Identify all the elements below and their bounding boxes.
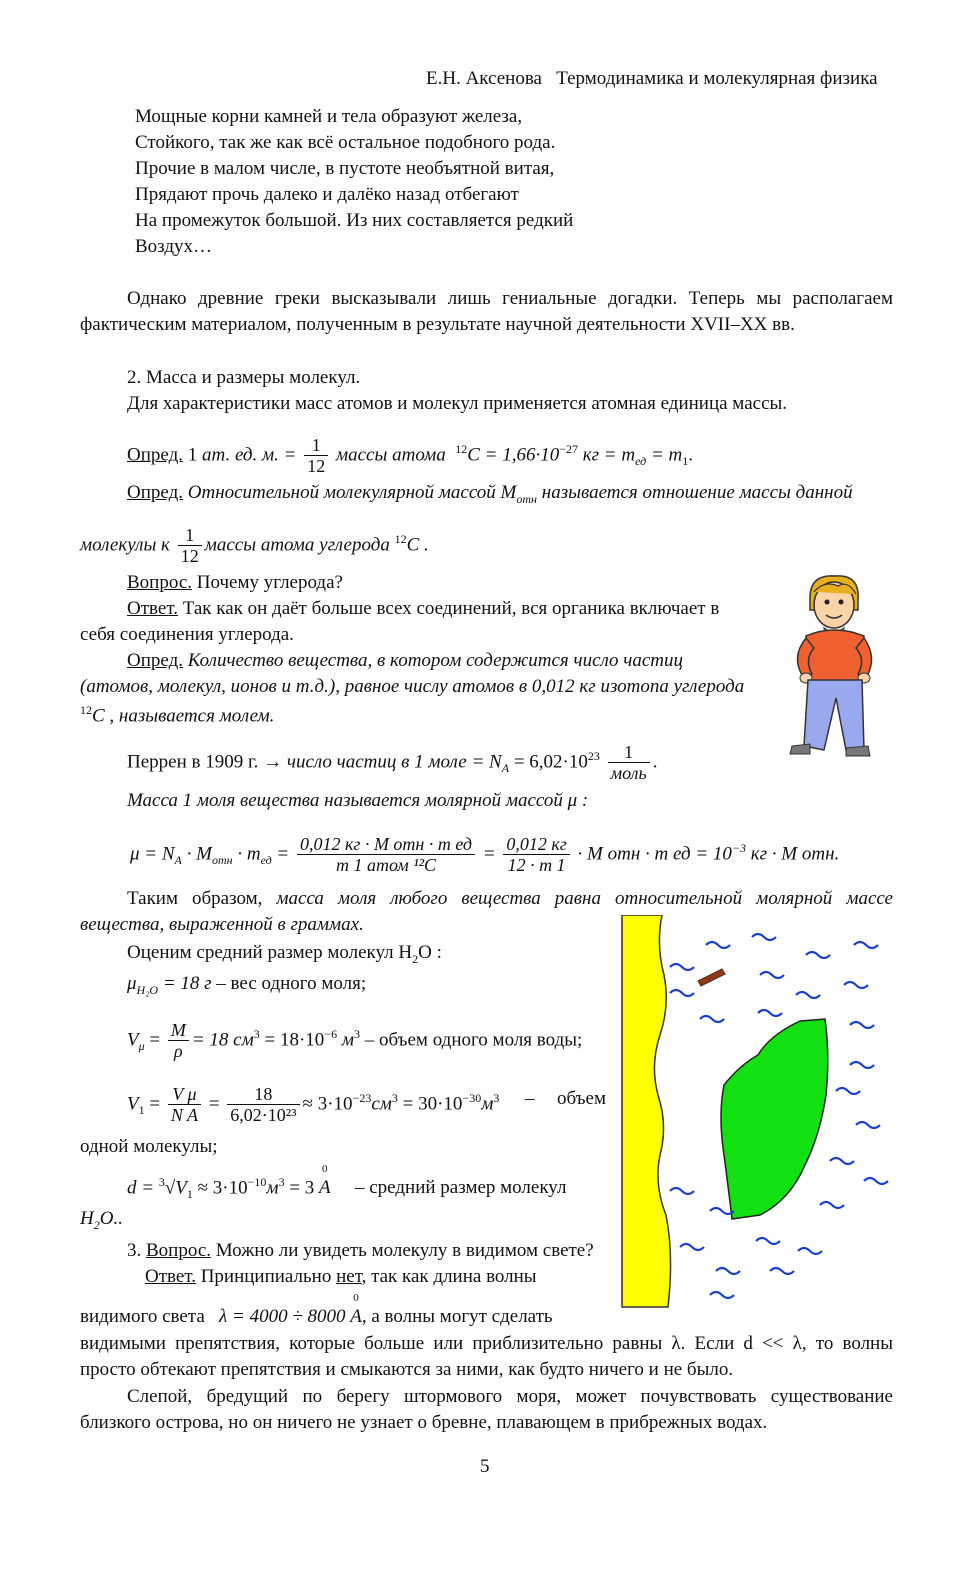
mu-mid2: · m	[232, 843, 261, 865]
h2o-h: H	[80, 1208, 94, 1229]
estimate-end: O :	[418, 942, 442, 963]
section-3-line-2: видимыми препятствия, которые больше или приблизительно равны λ. Если d << λ, то волны	[80, 1333, 893, 1354]
v1-val3: = 30·10	[397, 1093, 463, 1115]
angstrom	[350, 1292, 362, 1328]
wave-icon	[760, 972, 784, 978]
def1-formula: C = 1,66·10	[467, 444, 560, 466]
v1-fraction-2	[227, 1084, 299, 1126]
question-label: Вопрос.	[127, 572, 192, 593]
def3-sup: 12	[80, 703, 92, 717]
definition-relative-mass	[127, 482, 893, 507]
page-header	[426, 68, 878, 90]
v1-exp3: −30	[462, 1091, 482, 1105]
perrin-text: Перрен в 1909 г. →	[127, 751, 283, 773]
answer-label: Ответ.	[127, 598, 178, 619]
wave-icon	[796, 992, 820, 998]
fraction-per-mole	[608, 742, 650, 784]
v1-exp4: 3	[493, 1091, 500, 1105]
frac-num: 1	[608, 742, 650, 764]
perrin-sub: A	[501, 761, 510, 776]
wave-icon	[836, 1088, 860, 1094]
poem-line: Воздух…	[135, 236, 213, 257]
wave-icon	[670, 1188, 694, 1194]
boy-illustration	[780, 570, 890, 760]
header-author: Е.Н. Аксенова	[426, 68, 542, 89]
blind-line-2: близкого острова, но он ничего не узнает о бревне, плавающем в прибрежных водах.	[80, 1412, 768, 1433]
perrin-formula: число частиц в 1 моле = N	[286, 751, 502, 773]
wave-icon	[758, 1010, 782, 1016]
wave-icon	[820, 1202, 844, 1208]
frac-num: M	[168, 1020, 189, 1042]
h2o-end: O..	[99, 1208, 123, 1229]
def1-text: ат. ед. м. =	[202, 444, 297, 466]
thus-line-1	[127, 888, 893, 910]
perrin-exp: 23	[587, 749, 600, 763]
angstrom-zero: 0	[353, 1292, 359, 1304]
page-number: 5	[480, 1456, 490, 1477]
def2-line2: молекулы к	[80, 534, 170, 556]
v1-exp2: 3	[391, 1091, 398, 1105]
header-title: Термодинамика и молекулярная физика	[556, 68, 878, 89]
definition-relative-mass-line2	[80, 514, 429, 570]
molar-mass-formula: $\mu = N_A \cdot M_{отн} \cdot m_{ед}$ = $\frac{\text{0,012 кг · M отн · m ед}}{\text{m 1 атом ¹²C}}$ = $\frac{0,012 кг}{12 \cdot m 1}$ · M отн · m ед = $10^{-3}$ кг · M отн.	[130, 833, 840, 876]
def1-end: .	[688, 444, 693, 466]
thus-line-2: вещества, выраженной в граммах.	[80, 914, 364, 935]
mu-exp: −3	[731, 841, 746, 855]
frac-num: 18	[227, 1084, 299, 1106]
estimate-text: Оценим средний размер молекул H	[127, 942, 413, 963]
mu-tail: · M отн · m ед = 10	[577, 843, 732, 865]
h2o-sub: 2	[93, 1217, 100, 1232]
vmu-exp: 3	[253, 1027, 260, 1041]
mu-sub: A	[174, 853, 182, 868]
d-exp2: 3	[278, 1175, 285, 1189]
wave-icon	[844, 982, 868, 988]
boy-icon	[790, 576, 872, 756]
def3-line-2: (атомов, молекул, ионов и т.д.), равное числу атомов в 0,012 кг изотопа углерода	[80, 676, 745, 697]
estimate-sub: 2	[412, 951, 419, 966]
vmu-val3: м	[337, 1029, 354, 1051]
frac-den: 12	[307, 456, 326, 477]
def1-sub: ед	[635, 454, 647, 469]
wave-icon	[700, 1016, 724, 1022]
v1-sub: 1	[138, 1103, 145, 1118]
question-label: Вопрос.	[146, 1240, 211, 1261]
mu-fraction-2	[503, 834, 569, 876]
perrin-line	[127, 731, 657, 793]
vmu-fraction	[168, 1020, 189, 1062]
frac-den: 6,02·10²³	[230, 1105, 297, 1126]
shore-island-illustration	[620, 915, 895, 1310]
vmu-val2: = 18·10	[259, 1029, 325, 1051]
mu-sub-ed: ед	[260, 853, 272, 868]
def1-mass-atom: массы атома	[335, 444, 446, 466]
answer-text-b: , так как длина волны	[361, 1266, 537, 1287]
frac-num: 0,012 кг	[503, 834, 569, 856]
wave-icon	[854, 942, 878, 948]
shore-shape	[622, 915, 671, 1307]
section-2-heading: 2. Масса и размеры молекул.	[127, 367, 361, 388]
intro-line-1: Однако древние греки высказывали лишь гениальные догадки. Теперь мы располагаем	[127, 288, 893, 309]
thus-italic: масса моля любого вещества равна относительной молярной массе	[262, 888, 893, 909]
poem-line: Прядают прочь далеко и далёко назад отбегают	[135, 184, 519, 205]
wave-icon	[756, 1238, 780, 1244]
wave-icon	[680, 1244, 704, 1250]
frac-num: 0,012 кг · M отн · m ед	[297, 834, 475, 856]
frac-den: ρ	[174, 1041, 183, 1062]
question-text: Почему углерода?	[192, 572, 343, 593]
d-root-index: 3	[158, 1175, 165, 1189]
mu-h2o: μ	[127, 973, 137, 994]
wave-icon	[716, 1268, 740, 1274]
v1-lhs: V	[127, 1093, 139, 1115]
def2-c: C .	[406, 534, 429, 556]
section-3-answer	[145, 1266, 537, 1288]
wave-icon	[850, 1022, 874, 1028]
d-val2: м	[266, 1177, 279, 1199]
section-3-question	[127, 1240, 594, 1262]
answer-net: нет	[336, 1266, 362, 1287]
wave-icon	[770, 1268, 794, 1274]
frac-num: 1	[304, 435, 328, 457]
mu-h2o-line	[127, 973, 366, 998]
mu-h2o-text: – вес одного моля;	[211, 973, 367, 994]
vis-text: видимого света	[80, 1306, 205, 1327]
angstrom	[319, 1163, 331, 1199]
definition-mole	[127, 650, 683, 672]
d-line	[127, 1163, 331, 1202]
log-icon	[698, 969, 725, 986]
mu-fraction-1	[297, 834, 475, 876]
section-3-num: 3.	[127, 1240, 146, 1261]
answer-carbon	[127, 598, 719, 620]
fraction-1-12	[304, 435, 328, 477]
def3-line-3	[80, 703, 274, 727]
wave-icon	[830, 1158, 854, 1164]
d-val: ≈ 3·10	[192, 1177, 248, 1199]
d-lhs: d =	[127, 1177, 159, 1199]
vis-text-b: , а волны могут сделать	[361, 1306, 553, 1327]
question-text: Можно ли увидеть молекулу в видимом свете?	[211, 1240, 594, 1261]
mu-eq: =	[271, 843, 290, 865]
estimate-line	[127, 942, 442, 967]
d-val3: = 3	[284, 1177, 315, 1199]
def1-tail2: = m	[646, 444, 683, 466]
def1-tail: кг = m	[582, 444, 636, 466]
intro-line-2: фактическим материалом, полученным в результате научной деятельности XVII–XX вв.	[80, 314, 795, 335]
v1-val4: м	[481, 1093, 494, 1115]
d-line-2	[80, 1208, 123, 1233]
def3-text: Количество вещества, в котором содержится число частиц	[183, 650, 683, 671]
v1-line-2: одной молекулы;	[80, 1136, 218, 1157]
angstrom-a: A	[319, 1177, 331, 1199]
wave-icon	[710, 1292, 734, 1298]
section-2-sentence: Для характеристики масс атомов и молекул применяется атомная единица массы.	[127, 393, 788, 414]
d-root: √V	[164, 1177, 187, 1199]
mu-lhs: μ = N	[130, 843, 175, 865]
molar-mass-def: Масса 1 моля вещества называется молярной массой μ :	[127, 790, 589, 811]
v1-volume-word: объем	[557, 1088, 606, 1109]
poem-line: Стойкого, так же как всё остальное подобного рода.	[135, 132, 556, 153]
vmu-lhs: V	[127, 1029, 139, 1051]
vmu-exp3: 3	[353, 1027, 360, 1041]
vmu-sub: μ	[138, 1039, 145, 1054]
d-root-sub: 1	[186, 1187, 193, 1202]
poem-line: На промежуток большой. Из них составляется редкий	[135, 210, 574, 231]
d-text: – средний размер молекул	[355, 1177, 567, 1198]
visible-light-line	[80, 1292, 553, 1328]
def1-sub1: 1	[682, 454, 689, 469]
wave-icon	[806, 952, 830, 958]
v1-val2: см	[371, 1093, 392, 1115]
frac-den: 12	[180, 546, 199, 567]
vmu-exp2: −6	[324, 1027, 338, 1041]
def1-one: 1	[187, 444, 198, 466]
def3-text3: C , называется молем.	[92, 705, 275, 727]
wave-icon	[752, 934, 776, 940]
v1-fraction-1	[168, 1084, 201, 1126]
def-label: Опред.	[127, 650, 183, 671]
section-3-line-3: просто обтекают препятствия и смыкаются за ними, как будто ничего и не было.	[80, 1359, 734, 1380]
def2-text-end: называется отношение массы данной	[537, 482, 853, 503]
wave-icon	[856, 1122, 880, 1128]
wave-icon	[670, 990, 694, 996]
v1-val: ≈ 3·10	[302, 1093, 353, 1115]
vis-formula: λ = 4000 ÷ 8000	[219, 1306, 346, 1327]
perrin-end: .	[652, 751, 658, 773]
frac-num: V μ	[168, 1084, 201, 1106]
definition-amu	[127, 424, 693, 486]
wave-icon	[864, 1178, 888, 1184]
answer-text: Принципиально	[195, 1266, 337, 1287]
frac-den: моль	[610, 763, 647, 784]
def1-exp: −27	[559, 442, 578, 456]
frac-den: m 1 атом ¹²C	[335, 855, 437, 876]
d-exp: −10	[247, 1175, 267, 1189]
mu-h2o-val: = 18 г	[158, 973, 212, 994]
def2-sup: 12	[394, 532, 407, 546]
fraction-1-12	[178, 525, 202, 567]
frac-den: N A	[170, 1105, 199, 1126]
v1-dash: –	[525, 1088, 535, 1109]
vmu-val: = 18 см	[191, 1029, 254, 1051]
perrin-value: = 6,02·10	[509, 751, 588, 773]
def1-sup: 12	[455, 442, 468, 456]
def-label: Опред.	[127, 482, 183, 503]
v1-exp: −23	[352, 1091, 372, 1105]
answer-text: Так как он даёт больше всех соединений, вся органика включает в	[177, 598, 720, 619]
blind-line-1: Слепой, бредущий по берегу штормового моря, может почувствовать существование	[127, 1386, 893, 1407]
question-carbon	[127, 572, 343, 594]
angstrom-zero: 0	[322, 1163, 328, 1176]
answer-label: Ответ.	[145, 1266, 196, 1287]
mu-sub-otn: отн	[211, 853, 233, 868]
frac-den: 12 · m 1	[507, 855, 566, 876]
wave-icon	[670, 964, 694, 970]
answer-line-2: себя соединения углерода.	[80, 624, 294, 645]
def-label: Опред.	[127, 444, 183, 466]
v1-line: $V_1$ = $\frac{\text{V μ}}{\text{N A}}$ = $\frac{18}{\text{6,02·10²³}}$ ≈ $3\cdot 10^{-23}см^3 = 30\cdot 10^{-30}м^3$	[127, 1083, 500, 1126]
frac-num: 1	[178, 525, 202, 547]
angstrom-a: A	[350, 1306, 362, 1327]
mu-tail2: кг · M отн.	[746, 843, 840, 865]
def2-line2b: массы атома углерода	[204, 534, 390, 556]
vmu-text: – объем одного моля воды;	[359, 1029, 583, 1051]
wave-icon	[798, 1248, 822, 1254]
mu-mid: · M	[181, 843, 212, 865]
poem-line: Прочие в малом числе, в пустоте необъятной витая,	[135, 158, 555, 179]
def2-sub: отн	[516, 491, 538, 506]
thus-text: Таким образом,	[127, 888, 263, 909]
mu-h2o-sub: H₂O	[136, 982, 159, 997]
def2-text: Относительной молекулярной массой M	[187, 482, 517, 503]
wave-icon	[850, 1062, 874, 1068]
poem	[135, 106, 573, 262]
poem-line: Мощные корни камней и тела образуют железа,	[135, 106, 523, 127]
wave-icon	[706, 942, 730, 948]
island-shape	[721, 1019, 828, 1219]
vmu-line: $V_\mu$ = $\frac{M}{\rho}$ = 18 $см^3 = 18\cdot 10^{-6}$ $м^3$ – объем одного моля воды;	[127, 1019, 583, 1062]
